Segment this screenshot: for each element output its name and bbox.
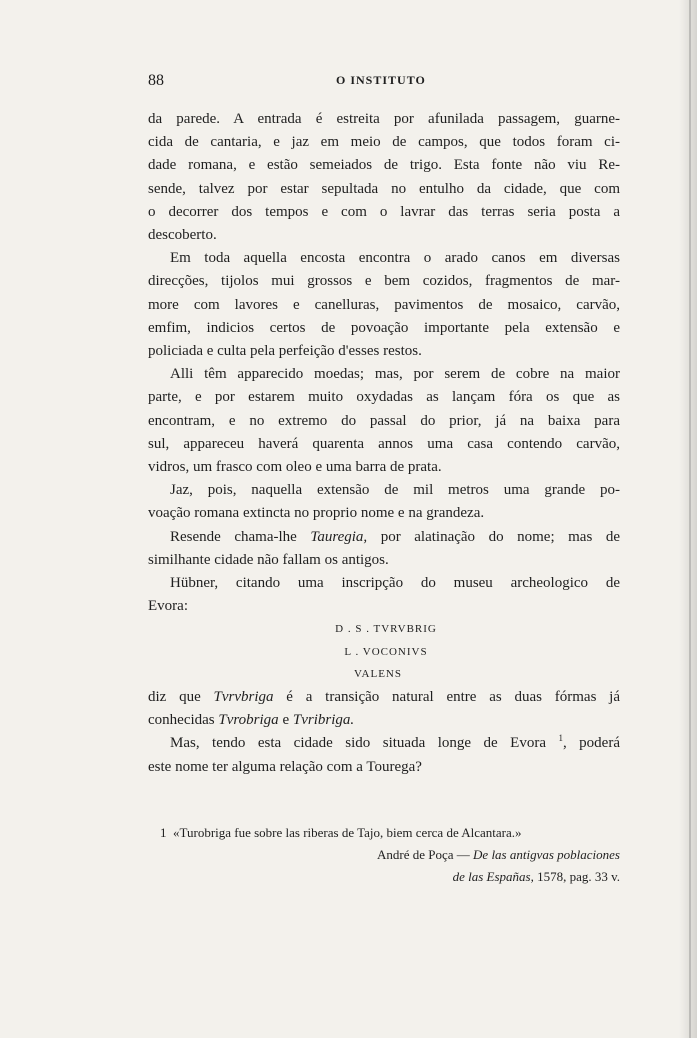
journal-title: O INSTITUTO — [336, 73, 426, 87]
footnote — [148, 822, 620, 888]
text-line: este nome ter alguma relação com a Tourega? — [148, 758, 422, 775]
text-line: Hübner, citando uma inscripção do museu archeologico de — [170, 575, 620, 592]
mas-text-a: Mas, tendo esta cidade sido situada longe de Evora — [170, 735, 559, 752]
footnote-quote-line — [148, 822, 620, 844]
footnote-marker: 1 — [160, 825, 167, 840]
text-line: encontram, e no extremo do passal do prior, já na baixa para — [148, 412, 620, 429]
inscription-line: VALENS — [354, 668, 402, 681]
footnote-work-title-1: De las antigvas poblaciones — [473, 847, 620, 862]
text-line-conhecidas — [148, 709, 620, 732]
footnote-reference: 1 — [558, 733, 563, 744]
conhecidas-text-a: conhecidas — [148, 712, 219, 729]
footnote-quote: «Turobriga fue sobre las riberas de Tajo, biem cerca de Alcantara.» — [173, 825, 522, 840]
text-line: emfim, indicios certos de povoação importante pela extensão e — [148, 319, 620, 336]
text-line: Evora: — [148, 598, 188, 615]
footnote-citation-line — [148, 844, 620, 866]
running-head — [148, 72, 620, 94]
diz-que-text-a: diz que — [148, 688, 214, 705]
text-line: sul, appareceu haverá quarenta annos uma casa contendo carvão, — [148, 435, 620, 452]
text-line: Jaz, pois, naquella extensão de mil metros uma grande po- — [170, 482, 620, 499]
footnote-rule — [148, 817, 278, 818]
text-line: Em toda aquella encosta encontra o arado canos em diversas — [170, 250, 620, 267]
page-edge — [689, 0, 691, 1038]
text-line: vidros, um frasco com oleo e uma barra de prata. — [148, 459, 442, 476]
text-line: similhante cidade não fallam os antigos. — [148, 551, 389, 568]
footnote-citation-tail: 1578, pag. 33 v. — [533, 869, 620, 884]
resende-text-b: por alatinação do nome; mas de — [367, 528, 620, 545]
text-line: o decorrer dos tempos e com o lavrar das terras seria posta a — [148, 203, 620, 220]
text-line-resende — [148, 526, 620, 549]
inscription-line: D . S . TVRVBRIG — [335, 623, 437, 636]
text-line: direcções, tijolos mui grossos e bem cozidos, fragmentos de mar- — [148, 273, 620, 290]
text-line: cida de cantaria, e jaz em meio de campos, que todos foram ci- — [148, 134, 620, 151]
text-line: more com lavores e canelluras, pavimentos de mosaico, carvão, — [148, 296, 620, 313]
text-line: policiada e culta pela perfeição d'esses restos. — [148, 343, 422, 360]
text-line: da parede. A entrada é estreita por afunilada passagem, guarne- — [148, 111, 620, 127]
diz-que-italic: Tvrvbriga — [213, 688, 274, 705]
conhecidas-text-e: e — [278, 712, 293, 729]
text-line: Alli têm apparecido moedas; mas, por serem de cobre na maior — [170, 366, 620, 383]
resende-italic: Tauregia, — [310, 528, 368, 545]
page-shadow — [679, 0, 697, 1038]
conhecidas-italic-1: Tvrobriga — [218, 712, 279, 729]
conhecidas-italic-2: Tvribriga. — [292, 712, 355, 729]
footnote-work-title-2: de las Españas, — [452, 869, 534, 884]
text-line: dade romana, e estão semeiados de trigo. Esta fonte não viu Re- — [148, 157, 620, 174]
mas-text-b: , poderá — [562, 735, 620, 752]
text-line: parte, e por estarem muito oxydadas as lançam fóra os que as — [148, 389, 620, 406]
text-line-mas — [148, 732, 620, 755]
text-line: sende, talvez por estar sepultada no entulho da cidade, que com — [148, 180, 620, 197]
text-line-diz-que — [148, 686, 620, 709]
body-text — [148, 108, 620, 779]
footnote-citation-line-2 — [148, 866, 620, 888]
resende-text-a: Resende chama-lhe — [170, 528, 311, 545]
text-line: voação romana extincta no proprio nome e na grandeza. — [148, 505, 485, 522]
inscription-line: L . VOCONIVS — [344, 645, 428, 658]
text-line: descoberto. — [148, 227, 217, 244]
diz-que-text-b: é a transição natural entre as duas fórmas já — [273, 688, 620, 705]
footnote-author: André de Poça — — [377, 847, 474, 862]
page-number: 88 — [148, 72, 164, 89]
